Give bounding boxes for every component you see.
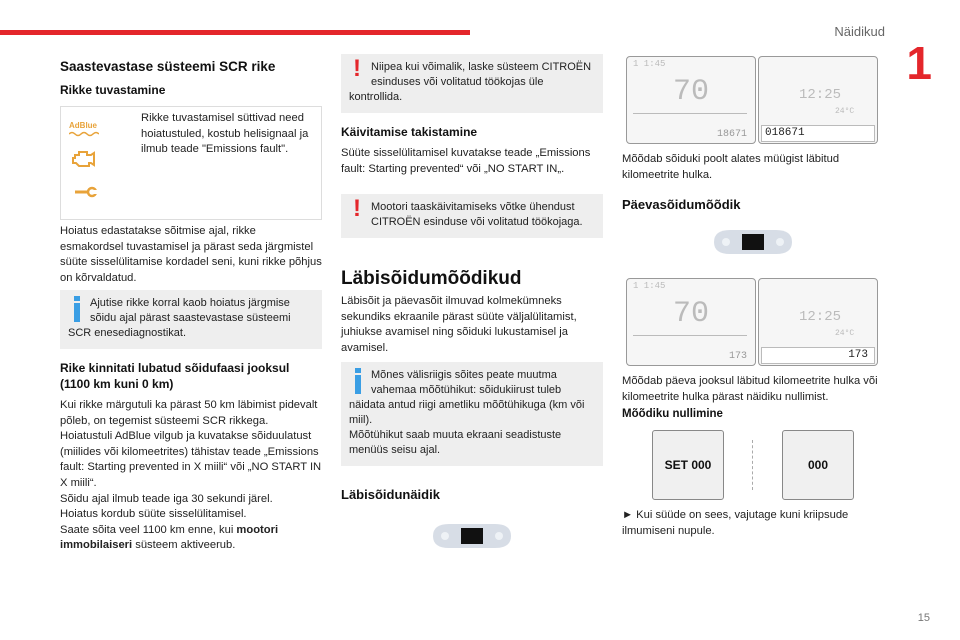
instrument-panel-icon: [429, 520, 515, 557]
button-separator: [752, 440, 754, 490]
cluster-temp: 24°C: [835, 329, 855, 338]
iconbox-text: Rikke tuvastamisel süttivad need hoiatustuled, kostub helisignaal ja ilmub teade "Emissions fault".: [141, 112, 309, 156]
cluster-divider: [633, 335, 747, 336]
warning-note-text: Mootori taaskäivitamiseks võtke ühendust CITROËN esinduse või volitatud töökojaga.: [371, 201, 583, 228]
warning-note-text: Niipea kui võimalik, laske süsteem CITROËN esinduses või volitatud töökojas üle kontrollida.: [349, 61, 592, 103]
confirmed-fault-heading: Rike kinnitati lubatud sõidufaasi jooksul (1100 km kuni 0 km): [60, 361, 290, 391]
warning-excl-icon: !: [353, 55, 361, 82]
para-line: Hoiatustuli AdBlue vilgub ja kuvatakse sõiduulatust (miilides või kilomeetrites) tähistav teade „Emissions fault: Starting prevented in X miili“ või „NO START IN X miili“.: [60, 430, 322, 489]
odo-value: 018671: [765, 127, 805, 139]
info-note-text: Ajutise rikke korral kaob hoiatus järgmise sõidu ajal pärast saastevastase süsteemi SCR enesediagnostikat.: [68, 297, 291, 339]
cluster-small-odo: 18671: [716, 129, 747, 140]
odometer-heading: Läbisõidunäidik: [341, 487, 440, 502]
adblue-icon: AdBlue: [69, 121, 99, 137]
wrench-icon: [73, 185, 97, 204]
warning-note-check: [341, 54, 603, 113]
desc-odometer: Mõõdab sõiduki poolt alates müügist läbitud kilomeetrite hulka.: [622, 153, 840, 181]
reset-button[interactable]: 000: [782, 430, 854, 500]
scr-fault-title: Saastevastase süsteemi SCR rike: [60, 59, 276, 74]
cluster-top-digits: 1 1:45: [633, 59, 666, 69]
warning-note-restart: [341, 194, 603, 238]
odo-value-box: [761, 125, 875, 142]
cluster-time: 12:25: [799, 87, 842, 103]
cluster-time: 12:25: [799, 309, 842, 325]
header-red-bar: [0, 30, 470, 35]
odometers-title: Läbisõidumõõdikud: [341, 268, 522, 289]
set-reset-button[interactable]: SET 000: [652, 430, 724, 500]
info-note-units: [341, 362, 603, 466]
warning-icons-box: [60, 106, 322, 220]
info-icon: [349, 368, 371, 398]
reset-heading: Mõõdiku nullimine: [622, 408, 723, 420]
cluster-small-trip: 173: [728, 351, 747, 362]
para-warning-info: Hoiatus edastatakse sõitmise ajal, rikke esmakordsel tuvastamisel ja pärast seda järgmistel süüte sisselülitamise kordadel seni, kuni rikke põhjus on kõrvaldatud.: [60, 225, 322, 284]
info-icon: [68, 296, 90, 326]
trip-value-box: [761, 347, 875, 364]
reset-instruction: ► Kui süüde on sees, vajutage kuni kriipsude ilmumiseni nupule.: [622, 509, 849, 537]
section-title: Näidikud: [834, 24, 885, 39]
chapter-number: 1: [906, 37, 932, 89]
warning-excl-icon: !: [353, 195, 361, 222]
cluster-left-display: [626, 56, 756, 144]
cluster-right-display: [758, 56, 878, 144]
detection-heading: Rikke tuvastamine: [60, 83, 166, 97]
info-note-temporary: [60, 290, 322, 349]
cluster-top-digits: 1 1:45: [633, 281, 666, 291]
trip-value: 173: [848, 349, 868, 361]
para-line: Hoiatus kordub süüte sisselülitamisel.: [60, 508, 247, 521]
para-start-prevention: Süüte sisselülitamisel kuvatakse teade „Emissions fault: Starting prevented“ või „NO START IN„.: [341, 147, 591, 175]
engine-warning-icon: [71, 149, 99, 174]
cluster-speed: 70: [673, 75, 710, 109]
cluster-temp: 24°C: [835, 107, 855, 116]
start-prevention-heading: Käivitamise takistamine: [341, 125, 478, 139]
cluster-speed: 70: [673, 297, 710, 331]
info-note-line: Mõnes välisriigis sõites peate muutma vahemaa mõõtühikut: sõidukiirust tuleb näidata antud riigi ametliku mõõtühikuga (km või miil).: [349, 369, 585, 426]
cluster-divider: [633, 113, 747, 114]
para-confirmed-fault: [60, 398, 322, 554]
trip-cluster-right-display: [758, 278, 878, 366]
trip-cluster-left-display: [626, 278, 756, 366]
desc-trip-meter: Mõõdab päeva jooksul läbitud kilomeetrite hulka või kilomeetrite hulka pärast näidiku nullimist.: [622, 375, 878, 403]
para-line: Sõidu ajal ilmub teade iga 30 sekundi järel.: [60, 492, 273, 505]
instrument-panel-icon: [710, 226, 796, 263]
para-odometers: Läbisõit ja päevasõit ilmuvad kolmekümneks sekundiks ekraanile pärast süüte väljalülitamist, juhiukse avamisel ning sõiduki lukustamisel ja avamisel.: [341, 295, 577, 354]
para-line: Kui rikke märgutuli ka pärast 50 km läbimist pidevalt põleb, on tegemist süsteemi SCR rikkega.: [60, 399, 318, 427]
para-line-last: Saate sõita veel 1100 km enne, kui mootori immobilaiseri süsteem aktiveerub.: [60, 523, 279, 552]
page-number: 15: [917, 612, 930, 624]
trip-meter-heading: Päevasõidumõõdik: [622, 197, 741, 212]
info-note-line: Mõõtühikut saab muuta ekraani seadistuste menüüs seisu ajal.: [349, 429, 562, 456]
